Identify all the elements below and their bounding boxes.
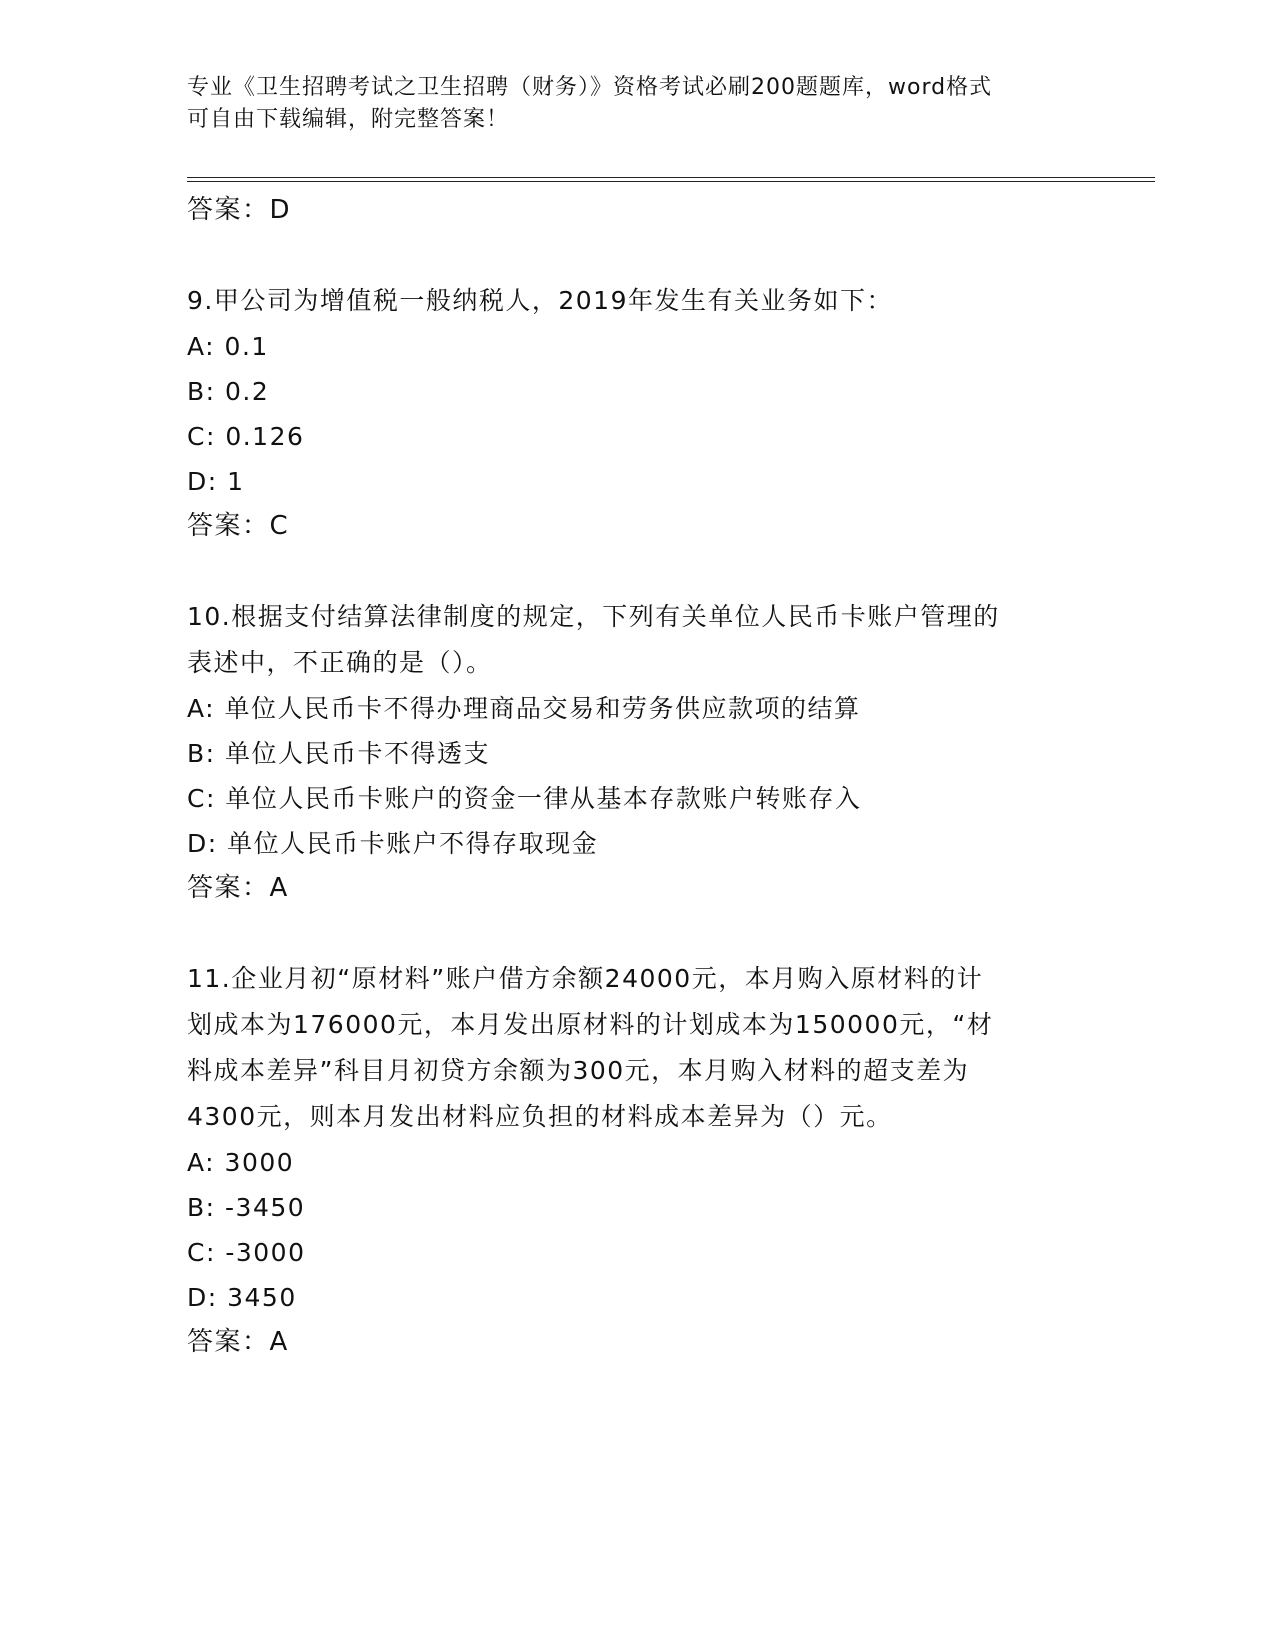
question-list <box>187 188 1087 1364</box>
option-a: A: 3000 <box>187 1148 295 1177</box>
question-stem-line: 划成本为176000元，本月发出原材料的计划成本为150000元，“材 <box>187 1010 994 1039</box>
question-9 <box>187 278 1087 548</box>
option-d: D: 1 <box>187 467 245 496</box>
question-answer: 答案：A <box>187 873 289 903</box>
question-answer: 答案：C <box>187 511 290 541</box>
question-stem-line: 表述中，不正确的是（）。 <box>187 648 493 677</box>
question-answer: 答案：A <box>187 1327 289 1357</box>
option-c: C: -3000 <box>187 1238 306 1267</box>
question-stem-line: 11.企业月初“原材料”账户借方余额24000元，本月购入原材料的计 <box>187 964 984 993</box>
option-b: B: 单位人民币卡不得透支 <box>187 739 491 768</box>
option-c: C: 0.126 <box>187 422 305 451</box>
option-d: D: 3450 <box>187 1283 297 1312</box>
option-a: A: 0.1 <box>187 332 269 361</box>
header-line-1: 专业《卫生招聘考试之卫生招聘（财务）》资格考试必刷200题题库，word格式 <box>187 75 993 100</box>
question-stem-line: 9.甲公司为增值税一般纳税人，2019年发生有关业务如下： <box>187 286 893 315</box>
question-stem-line: 4300元，则本月发出材料应负担的材料成本差异为（）元。 <box>187 1102 893 1131</box>
header-line-2: 可自由下载编辑，附完整答案！ <box>187 107 510 132</box>
option-d: D: 单位人民币卡账户不得存取现金 <box>187 829 599 858</box>
spacer <box>187 910 1087 956</box>
question-stem-line: 料成本差异”科目月初贷方余额为300元，本月购入材料的超支差为 <box>187 1056 970 1085</box>
option-a: A: 单位人民币卡不得办理商品交易和劳务供应款项的结算 <box>187 694 861 723</box>
header-rule-bottom <box>187 181 1155 182</box>
document-header <box>187 72 1087 136</box>
header-rule-top <box>187 177 1155 178</box>
question-10 <box>187 594 1087 910</box>
option-b: B: -3450 <box>187 1193 306 1222</box>
option-b: B: 0.2 <box>187 377 270 406</box>
question-stem-line: 10.根据支付结算法律制度的规定，下列有关单位人民币卡账户管理的 <box>187 602 1000 631</box>
previous-answer: 答案：D <box>187 195 292 225</box>
option-c: C: 单位人民币卡账户的资金一律从基本存款账户转账存入 <box>187 784 862 813</box>
spacer <box>187 548 1087 594</box>
question-11 <box>187 956 1087 1364</box>
spacer <box>187 232 1087 278</box>
